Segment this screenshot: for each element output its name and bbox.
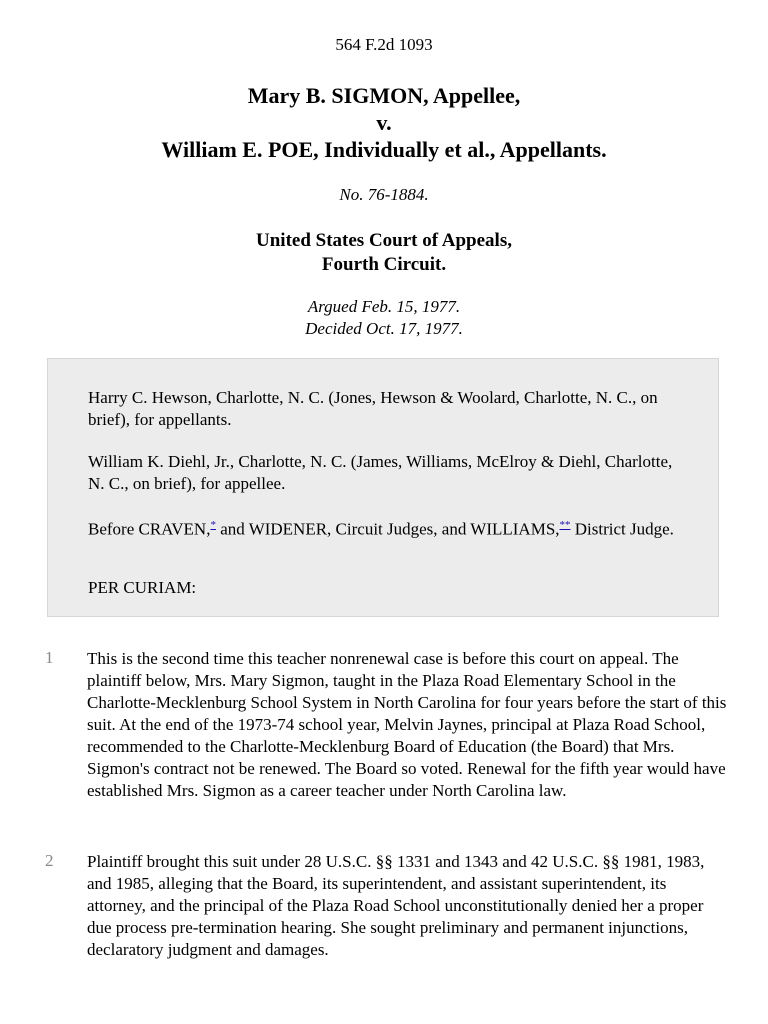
paragraph-text: Plaintiff brought this suit under 28 U.S.C. §§ 1331 and 1343 and 42 U.S.C. §§ 1981, 1983, and 1985, alleging that the Board, its superintendent, and assistant superintendent, its attorney, and the principal of the Plaza Road School unconstitutionally denied her a proper due process pre-termination hearing. She sought preliminary and permanent injunctions, declaratory judgment and damages. [87,852,705,959]
paragraph-text: This is the second time this teacher nonrenewal case is before this court on appeal. The plaintiff below, Mrs. Mary Sigmon, taught in the Plaza Road Elementary School in the Charlotte-Mecklenburg School System in North Carolina for four years before the start of this suit. At the end of the 1973-74 school year, Melvin Jaynes, principal at Plaza Road School, recommended to the Charlotte-Mecklenburg Board of Education (the Board) that Mrs. Sigmon's contract not be renewed. The Board so voted. Renewal for the fifth year would have established Mrs. Sigmon as a career teacher under North Carolina law. [87,649,727,800]
footnote-link-1[interactable]: * [210,519,216,531]
argued-date: Argued Feb. 15, 1977. [307,297,461,316]
panel-middle: and WIDENER, Circuit Judges, and WILLIAMS, [215,519,560,539]
case-title-line-3: William E. POE, Individually et al., Appellants. [161,137,607,162]
paragraph-number: 1 [45,648,54,667]
case-dates [0,296,768,340]
counsel-appellants: Harry C. Hewson, Charlotte, N. C. (Jones, Hewson & Woolard, Charlotte, N. C., on brief), for appellants. [88,388,658,429]
counsel-appellee: William K. Diehl, Jr., Charlotte, N. C. (James, Williams, McElroy & Diehl, Charlotte, N. C., on brief), for appellee. [88,452,673,493]
court-name-line-2: Fourth Circuit. [321,254,447,275]
per-curiam: PER CURIAM: [88,578,197,597]
panel-judges [88,514,688,541]
paragraph-number: 2 [45,851,54,870]
docket-number: No. 76-1884. [339,185,429,204]
footnote-link-2[interactable]: ** [559,519,571,531]
decided-date: Decided Oct. 17, 1977. [305,319,463,338]
case-title-line-2: v. [376,110,392,135]
court-name [0,229,768,277]
case-title-line-1: Mary B. SIGMON, Appellee, [247,83,521,108]
panel-before: Before CRAVEN, [88,519,211,539]
case-title [0,82,768,163]
citation: 564 F.2d 1093 [335,35,433,54]
panel-end: District Judge. [570,519,674,539]
counsel-box [47,358,719,617]
court-name-line-1: United States Court of Appeals, [256,230,512,251]
